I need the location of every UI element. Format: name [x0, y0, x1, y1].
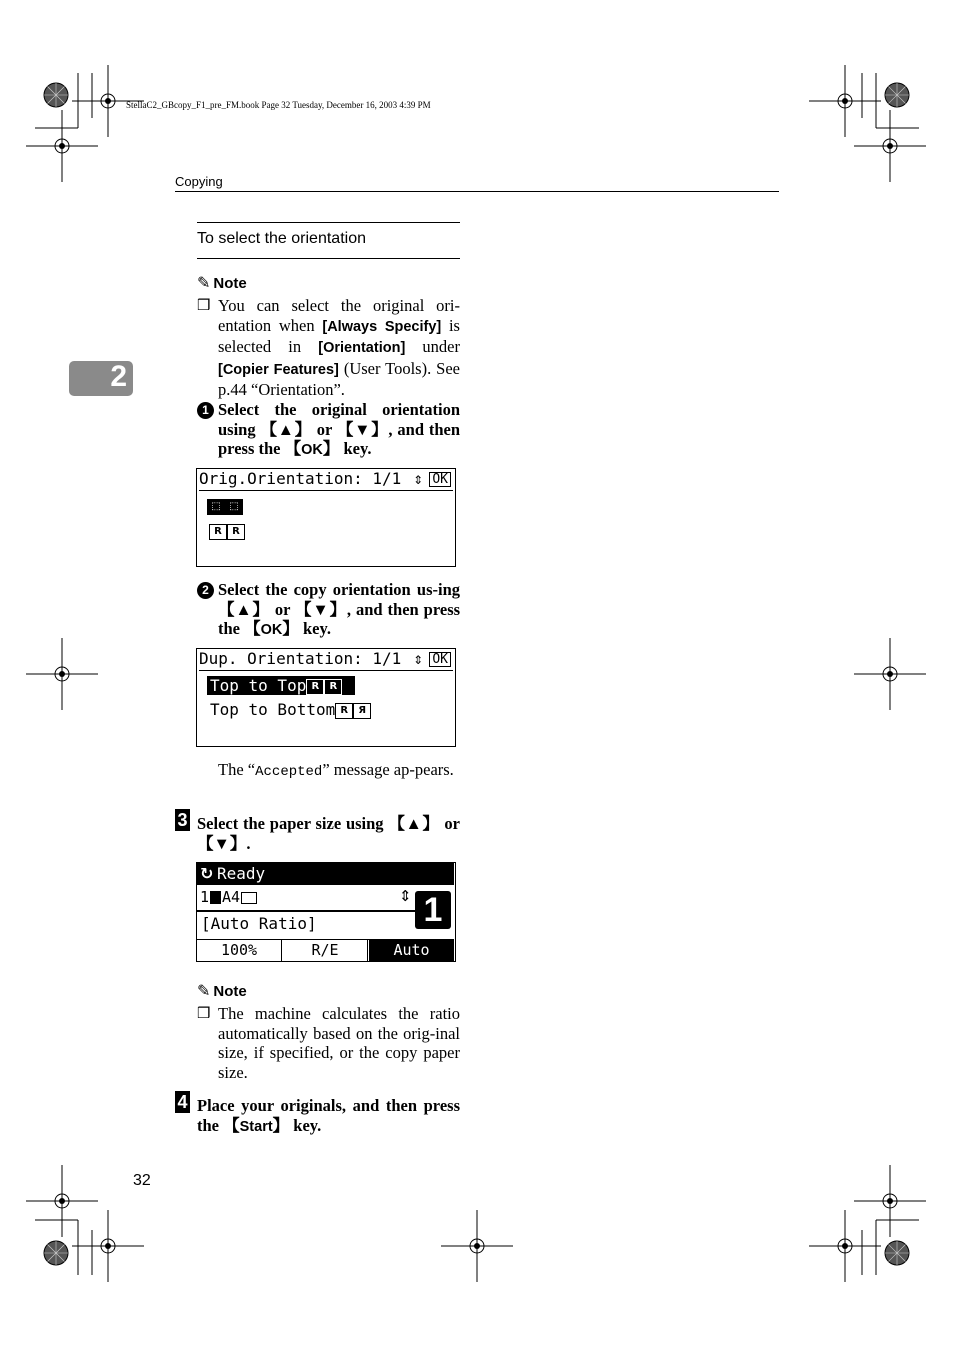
option-top-to-bottom[interactable]: Top to Bottom R Я: [210, 700, 371, 719]
lcd-title: Dup. Orientation: 1/1: [199, 649, 402, 668]
registration-target-icon: [26, 110, 98, 182]
note-heading: ✎ Note: [197, 275, 247, 292]
note-text: You can select the original ori-entation when [Always Specify] is selected in [Orientation] under [Copier Features] (User Tools). See p.44 “Orientation”.: [218, 296, 461, 399]
up-down-arrows-icon: ⇕: [399, 887, 412, 905]
registration-target-icon: [854, 1165, 926, 1237]
registration-target-icon: [72, 1210, 144, 1282]
step-text: Select the paper size using 【▲】 or 【▼】.: [197, 814, 461, 853]
soft-key-auto[interactable]: Auto: [369, 940, 454, 961]
original-orientation-icon: ⬚: [225, 499, 243, 515]
step-text: Place your originals, and then press the 【Start】 key.: [197, 1096, 460, 1135]
r-reversed-icon: Я: [353, 703, 371, 719]
section-header: Copying: [175, 174, 223, 189]
copy-count: 1: [415, 891, 451, 929]
r-icon: R: [306, 679, 324, 695]
pencil-icon: ✎: [197, 983, 211, 1000]
note-bullet: ❒: [197, 296, 211, 314]
note-bullet: ❒: [197, 1004, 211, 1022]
registration-target-icon: [854, 638, 926, 710]
soft-key-reduce-enlarge[interactable]: R/E: [283, 940, 368, 961]
status-text: Ready: [217, 864, 266, 883]
readable-orientation-icon: R: [209, 524, 227, 540]
substep-text: Select the copy orientation us-ing 【▲】 or 【▼】, and then press the 【OK】 key.: [218, 580, 461, 638]
original-orientation-icon: ⬚: [207, 499, 225, 515]
ratio-text: [Auto Ratio]: [201, 914, 317, 933]
readable-orientation-icon: R: [227, 524, 245, 540]
registration-wheel-icon: [885, 83, 909, 107]
substep-text: Select the original orientation using 【▲】 or 【▼】, and then press the 【OK】 key.: [218, 400, 461, 458]
registration-target-icon: [441, 1210, 513, 1282]
r-icon: R: [324, 679, 342, 695]
registration-target-icon: [26, 1165, 98, 1237]
soft-key-100-percent[interactable]: 100%: [197, 940, 282, 961]
registration-target-icon: [809, 65, 881, 137]
step-number: 3: [175, 809, 190, 831]
registration-target-icon: [809, 1210, 881, 1282]
chapter-number: 2: [110, 360, 127, 393]
procedure-title: To select the orientation: [197, 230, 366, 247]
substep-number: 1: [197, 401, 214, 419]
step-number: 4: [175, 1091, 190, 1113]
registration-wheel-icon: [44, 1241, 68, 1265]
accepted-message-text: The “Accepted” message ap-pears.: [218, 760, 454, 780]
registration-wheel-icon: [44, 83, 68, 107]
ready-icon: ↻: [200, 864, 214, 883]
lcd-title: Orig.Orientation: 1/1: [199, 469, 402, 488]
substep-number: 2: [197, 581, 214, 599]
ok-indicator: OK: [429, 652, 451, 667]
registration-wheel-icon: [885, 1241, 909, 1265]
note-heading: ✎ Note: [197, 983, 247, 1000]
registration-target-icon: [26, 638, 98, 710]
up-down-arrows-icon: ⇕: [413, 469, 423, 488]
registration-target-icon: [854, 110, 926, 182]
print-header: StellaC2_GBcopy_F1_pre_FM.book Page 32 Tuesday, December 16, 2003 4:39 PM: [126, 100, 431, 110]
up-down-arrows-icon: ⇕: [413, 649, 423, 668]
option-top-to-top[interactable]: Top to Top R R: [207, 676, 355, 695]
page-number: 32: [133, 1172, 151, 1189]
paper-row[interactable]: 1 A4: [200, 888, 410, 906]
ok-indicator: OK: [429, 472, 451, 487]
pencil-icon: ✎: [197, 275, 211, 292]
registration-target-icon: [72, 65, 144, 137]
note-text: The machine calculates the ratio automatically based on the orig-inal size, if specified, or the copy paper size.: [218, 1004, 460, 1082]
r-icon: R: [335, 703, 353, 719]
